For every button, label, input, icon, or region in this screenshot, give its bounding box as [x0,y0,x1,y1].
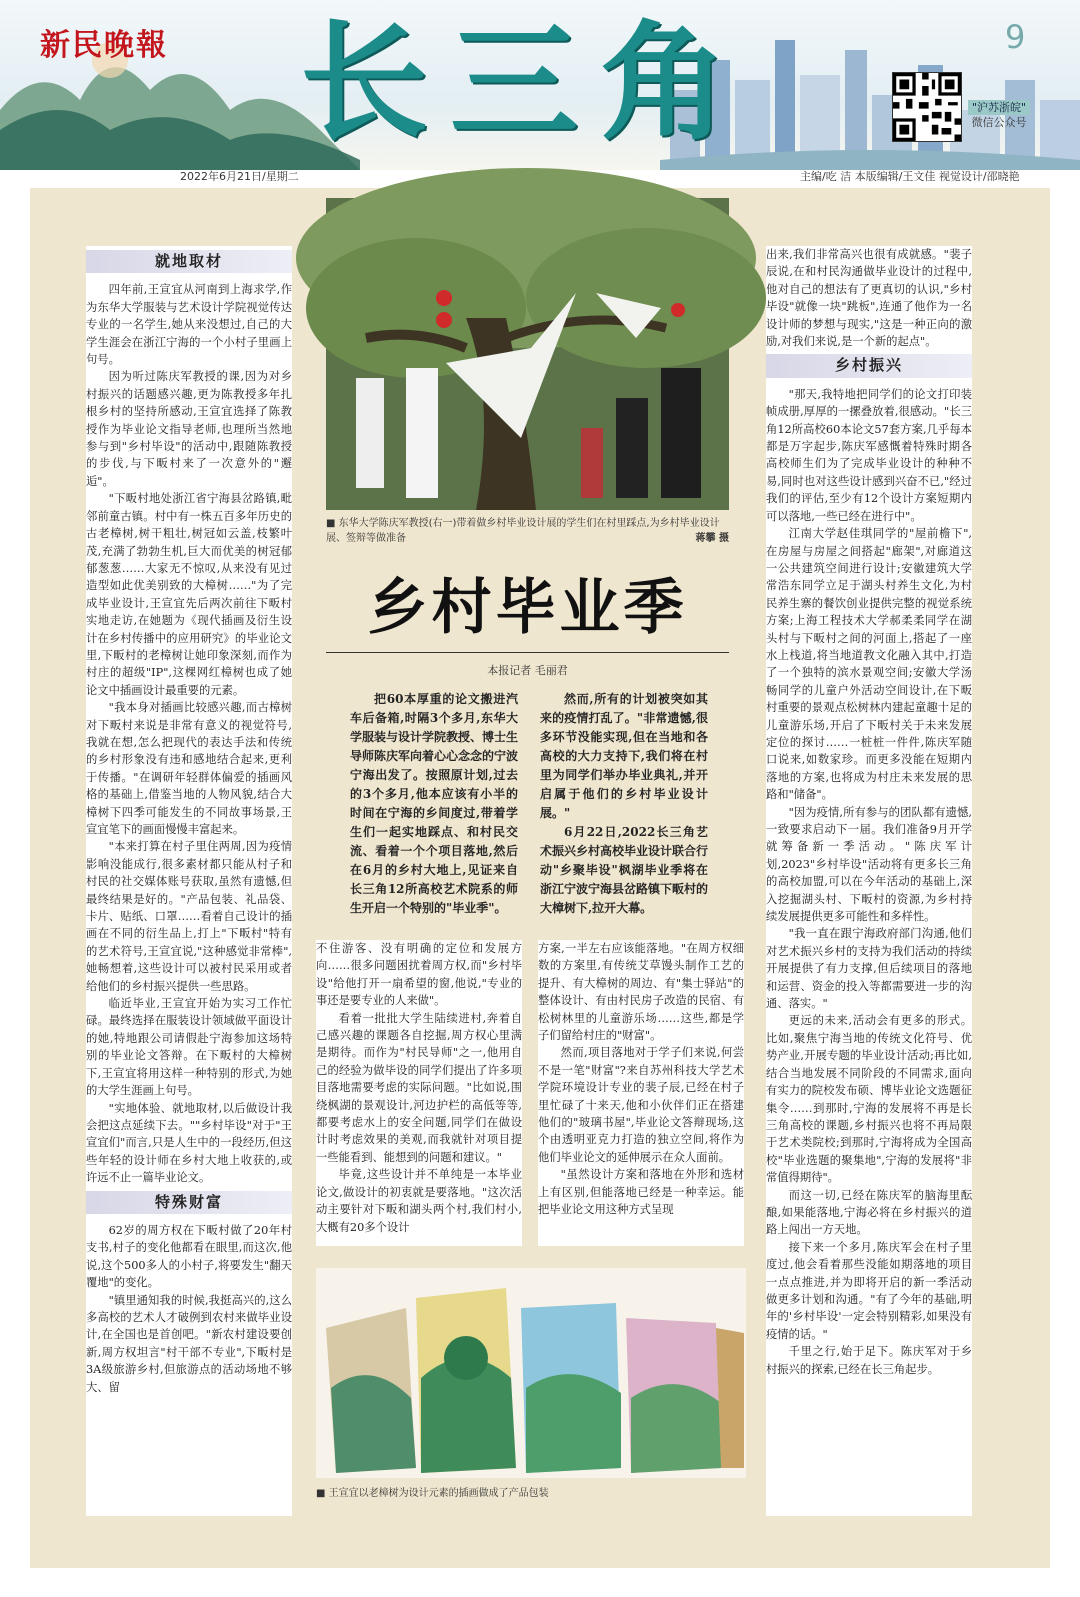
lead-paragraph: 然而,所有的计划被突如其来的疫情打乱了。"非常遗憾,很多环节没能实现,但在当地和各高校的大力支持下,我们将在村里为同学们举办毕业典礼,并开启属于他们的乡村毕业设计展。" [540,692,708,820]
paragraph: "本来打算在村子里住两周,因为疫情影响没能成行,很多素材都只能从村子和村民的社交媒体账号获取,虽然有遗憾,但最终结果是好的。"产品包装、礼品袋、卡片、贴纸、口罩……看着自己设计的插画在不同的衍生品上,打上"下畈村"特有的艺术符号,王宣宜说,"这种感觉非常棒",她畅想着,这些设计可以被村民采用或者给他们的乡村振兴提供一些思路。 [86,840,292,993]
headline-rule [326,652,729,653]
section-title: 长三角 [300,8,751,158]
lead-paragraph: 6月22日,2022长三角艺术振兴乡村高校毕业设计联合行动"乡聚毕设"枫湖毕业季将在浙江宁波宁海县岔路镇下畈村的大樟树下,拉开大幕。 [540,825,709,915]
paragraph: 方案,一半左右应该能落地。"在周方权细数的方案里,有传统艾草馒头制作工艺的提升、有大樟树的周边、有"集士驿站"的整体设计、有由村民房子改造的民宿、有松树林里的儿童游乐场……这些,都是学子们留给村庄的"财富"。 [538,942,744,1043]
paragraph: "我本身对插画比较感兴趣,而古樟树对下畈村来说是非常有意义的视觉符号,我就在想,怎么把现代的表达手法和传统的乡村形象没有违和感地结合起来,更利于传播。"在调研年轻群体偏爱的插画风格的基础上,借鉴当地的人物风貌,结合大樟树下四季可能发生的不同故事场景,王宣宜笔下的画面慢慢丰富起来。 [86,701,292,836]
paragraph: "镇里通知我的时候,我挺高兴的,这么多高校的艺术人才破例到农村来做毕业设计,在全国也是首创吧。"新农村建设要创新,周方权坦言"村干部不专业",下畈村是3A级旅游乡村,但旅游点的活动场地不够大、留 [86,1293,292,1394]
paragraph: 不住游客、没有明确的定位和发展方向……很多问题困扰着周方权,而"乡村毕设"给他打开一扇希望的窗,他说,"专业的事还是要专业的人来做"。 [316,942,522,1008]
paragraph: 千里之行,始于足下。陈庆军对于乡村振兴的探索,已经在长三角起步。 [766,1345,972,1376]
product-packaging-image [316,1268,746,1478]
paragraph: "因为疫情,所有参与的团队都有遗憾,一致要求启动下一届。我们准备9月开学就筹备新一季活动。"陈庆军计划,2023"乡村毕设"活动将有更多长三角的高校加盟,可以在今年活动的基础上,深入挖掘湖头村、下畈村的资源,为乡村持续发展提供更多可能性和多样性。 [766,805,972,924]
village-photo [326,198,729,510]
paragraph: 四年前,王宣宜从河南到上海求学,作为东华大学服装与艺术设计学院视觉传达专业的一名学生,她从来没想过,自己的大学生涯会在浙江宁海的一个小村子里画上句号。 [86,283,292,367]
section-heading: 乡村振兴 [766,354,972,377]
qr-tag: "沪苏浙皖" [968,100,1030,115]
caption-text: ■ 东华大学陈庆军教授(右一)带着做乡村毕业设计展的学生们在村里踩点,为乡村毕业设计展、签辩等做准备 [326,518,720,544]
section-heading: 特殊财富 [86,1191,292,1214]
paragraph: 然而,项目落地对于学子们来说,何尝不是一笔"财富"?来自苏州科技大学艺术学院环境设计专业的裴子辰,已经在村子里忙碌了十来天,他和小伙伴们正在搭建他们的"玻璃书屋",毕业论文答辩现场,这个由透明亚克力打造的独立空间,将作为他们毕业论文的延伸展示在众人面前。 [538,1046,744,1164]
lead-column-1 [350,690,518,930]
paragraph: 临近毕业,王宣宜开始为实习工作忙碌。最终选择在服装设计领域做平面设计的她,特地跟公司请假赴宁海参加这场特别的毕业论文答辩。在下畈村的大樟树下,王宣宜将用这样一种特别的形式,为她的大学生涯画上句号。 [86,997,292,1098]
qr-label: 微信公众号 [971,116,1027,129]
photo-caption [326,516,729,546]
article-headline: 乡村毕业季 [367,573,688,643]
article-byline: 本报记者 毛丽君 [487,664,568,677]
illustrated-bags-image [316,1268,746,1478]
product-caption: ■ 王宣宜以老樟树为设计元素的插画做成了产品包装 [316,1488,549,1499]
qr-caption [968,100,1030,130]
lead-column-2 [540,690,708,930]
paragraph: 62岁的周方权在下畈村做了20年村支书,村子的变化他都看在眼里,而这次,他说,这个500多人的小村子,将要发生"翻天覆地"的变化。 [86,1223,292,1290]
paragraph: 而这一切,已经在陈庆军的脑海里酝酿,如果能落地,宁海必将在乡村振兴的道路上闯出一方天地。 [766,1188,972,1237]
lead-paragraph: 把60本厚重的论文搬进汽车后备箱,时隔3个多月,东华大学服装与设计学院教授、博士生导师陈庆军向着心心念念的宁波宁海出发了。按照原计划,过去的3个多月,他本应该有小半的时间在宁海的乡间度过,带着学生们一起实地踩点、和村民交流、看着一个个项目落地,然后在6月的乡村大地上,见证来自长三角12所高校艺术院系的师生开启一个特别的"毕业季"。 [350,692,519,915]
paragraph: 江南大学赵佳琪同学的"屋前檐下",在房屋与房屋之间搭起"廊架",对廊道这一公共建筑空间进行设计;安徽建筑大学常浩东同学立足于湖头村养生文化,为村民养生寨的餐饮创业提供完整的视觉系统方案;上海工程技术大学郝柔柔同学在湖头村与下畈村之间的河面上,搭起了一座水上栈道,将当地道教文化融入其中,打造了一个独特的滨水景观空间;安徽大学汤畅同学的儿童户外活动空间设计,在下畈村重要的景观点松树林内建起童趣十足的儿童游乐场,开启了下畈村关于未来发展定位的探讨……一桩桩一件件,陈庆军随口说来,如数家珍。而更多没能在短期内落地的方案,也将成为村庄未来发展的思路和"储备"。 [766,527,972,802]
section-heading: 就地取材 [86,250,292,273]
paragraph: "虽然设计方案和落地在外形和选材上有区别,但能落地已经是一种幸运。能把毕业论文用这种方式呈现 [538,1168,744,1217]
paragraph: "我一直在跟宁海政府部门沟通,他们对艺术振兴乡村的支持为我们活动的持续开展提供了有力支撑,但后续项目的落地和运营、资金的投入等都需要进一步的沟通、落实。" [766,927,972,1011]
paragraph: "那天,我特地把同学们的论文打印装帧成册,厚厚的一摞叠放着,很感动。"长三角12所高校60本论文57套方案,几乎每本都是万字起步,陈庆军感慨着特殊时期各高校师生们为了完成毕业设计的种种不易,同时也对这些设计感到兴奋不已,"经过我们的评估,至少有12个设计方案短期内可以落地,一些已经在进行中"。 [766,387,972,523]
paragraph: 出来,我们非常高兴也很有成就感。"裴子辰说,在和村民沟通做毕业设计的过程中,他对自己的想法有了更真切的认识,"乡村毕设"就像一块"跳板",连通了他作为一名设计师的梦想与现实,"这是一种正向的激励,对我们来说,是一个新的起点"。 [766,248,972,349]
page-number: 9 [1005,18,1026,56]
photo-credit: 蒋攀 摄 [695,533,729,544]
editor-credits: 主编/吃 洁 本版编辑/王文佳 视觉设计/邵晓艳 [800,170,1020,183]
paragraph: 更远的未来,活动会有更多的形式。比如,聚焦宁海当地的传统文化符号、优势产业,开展专题的毕业设计活动;再比如,结合当地发展不同阶段的不同需求,面向有实力的院校发布硕、博毕业论文选题征集令……到那时,宁海的发展将不再是长三角高校的课题,乡村振兴也将不再局限于艺术类院校;到那时,宁海将成为全国高校"毕业选题的聚集地",宁海的发展将"非常值得期待"。 [766,1014,972,1185]
paragraph: 因为听过陈庆军教授的课,因为对乡村振兴的话题感兴趣,更为陈教授多年扎根乡村的坚持所感动,王宣宜选择了陈教授作为毕业论文指导老师,也理所当然地参与到"乡村毕设"的活动中,跟随陈教授的步伐,与下畈村来了一次意外的"邂逅"。 [86,370,292,488]
paragraph: "实地体验、就地取材,以后做设计我会把这点延续下去。""乡村毕设"对于"王宣宜们"而言,只是人生中的一段经历,但这些年轻的设计师在乡村大地上收获的,或许远不止一篇毕业论文。 [86,1101,292,1185]
qr-code-icon [892,72,962,142]
tree-scene-image [326,198,729,510]
masthead [0,0,1080,183]
right-column [766,246,972,1516]
left-column [86,246,292,1516]
publication-date: 2022年6月21日/星期二 [180,170,299,183]
middle-column-2 [538,940,744,1246]
paragraph: "下畈村地处浙江省宁海县岔路镇,毗邻前童古镇。村中有一株五百多年历史的古老樟树,树干粗壮,树冠如云盖,枝繁叶茂,充满了勃勃生机,巨大而优美的树冠郁郁葱葱……大家无不惊叹,从来没有见过造型如此优美别致的大樟树……"为了完成毕业设计,王宣宜先后两次前往下畈村实地走访,在她题为《现代插画及衍生设计在乡村传播中的应用研究》的毕业论文里,下畈村的老樟树让她印象深刻,而作为村庄的超级"IP",这棵网红樟树也成了她论文中插画设计最重要的元素。 [86,492,292,697]
paragraph: 接下来一个多月,陈庆军会在村子里度过,他会看着那些没能如期落地的项目一点点推进,并为即将开启的新一季活动做更多计划和沟通。"有了今年的基础,明年的'乡村毕设'一定会特别精彩,如果没有疫情的话。" [766,1240,972,1341]
paragraph: 毕竟,这些设计并不单纯是一本毕业论文,做设计的初衷就是要落地。"这次活动主要针对下畈和湖头两个村,我们村小,大概有20多个设计 [316,1168,522,1234]
paragraph: 看着一批批大学生陆续进村,奔着自己感兴趣的课题各自挖掘,周方权心里满是期待。而作为"村民导师"之一,他用自己的经验为做毕设的同学们提出了许多项目落地需要考虑的实际问题。"比如说,围绕枫湖的景观设计,河边护栏的高低等等,都要考虑水上的安全问题,同学们在做设计时考虑效果的美观,而我就针对项目提一些能看到、能想到的问题和建议。" [316,1011,522,1164]
middle-column-1 [316,940,522,1246]
newspaper-brand-logo: 新民晚報 [40,28,168,63]
